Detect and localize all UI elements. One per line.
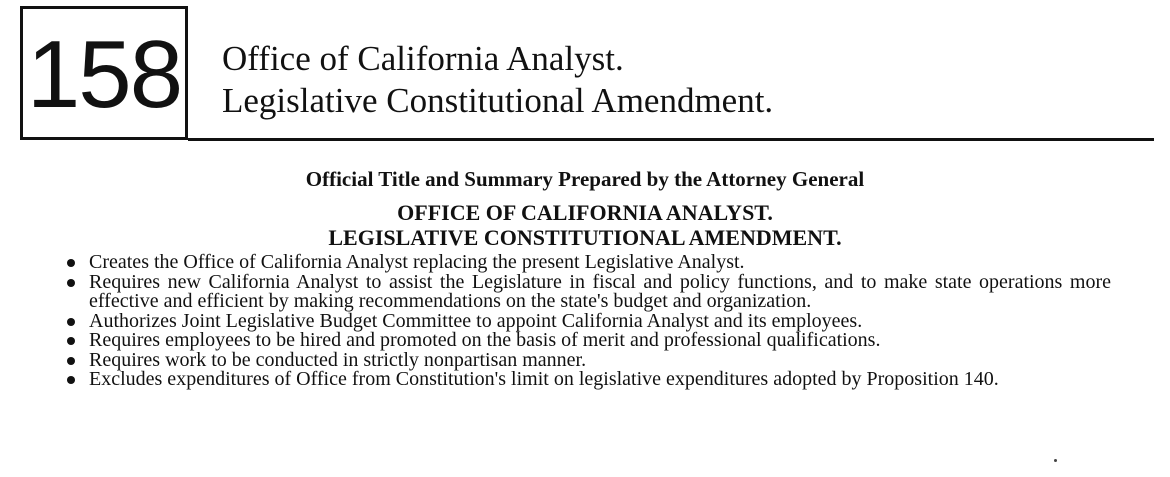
- measure-title: [0, 200, 1170, 250]
- proposition-number-box: [20, 6, 188, 140]
- proposition-title-line-2: Legislative Constitutional Amendment.: [222, 81, 774, 120]
- summary-header: Official Title and Summary Prepared by the Attorney General: [305, 167, 865, 191]
- proposition-number: 158: [26, 21, 182, 128]
- proposition-heading: [222, 38, 773, 122]
- summary-bullet: Requires work to be conducted in strictly nonpartisan manner.: [64, 351, 1111, 371]
- summary-bullet: Authorizes Joint Legislative Budget Committee to appoint California Analyst and its employees.: [64, 312, 1111, 332]
- summary-bullet: Requires employees to be hired and promoted on the basis of merit and professional qualifications.: [64, 331, 1111, 351]
- scan-speck: [1054, 459, 1057, 462]
- measure-title-line-2: LEGISLATIVE CONSTITUTIONAL AMENDMENT.: [328, 225, 842, 250]
- heading-divider: [188, 138, 1154, 141]
- summary-bullet: Excludes expenditures of Office from Constitution's limit on legislative expenditures adopted by Proposition 140.: [64, 370, 1111, 390]
- summary-bullet: Requires new California Analyst to assist the Legislature in fiscal and policy functions, and to make state operations more effective and efficient by making recommendations on the state's budget and organization.: [64, 273, 1111, 312]
- measure-title-line-1: OFFICE OF CALIFORNIA ANALYST.: [397, 200, 773, 225]
- proposition-title-line-1: Office of California Analyst.: [222, 39, 624, 78]
- summary-bullet-list: [64, 253, 1111, 390]
- summary-bullet: Creates the Office of California Analyst replacing the present Legislative Analyst.: [64, 253, 1111, 273]
